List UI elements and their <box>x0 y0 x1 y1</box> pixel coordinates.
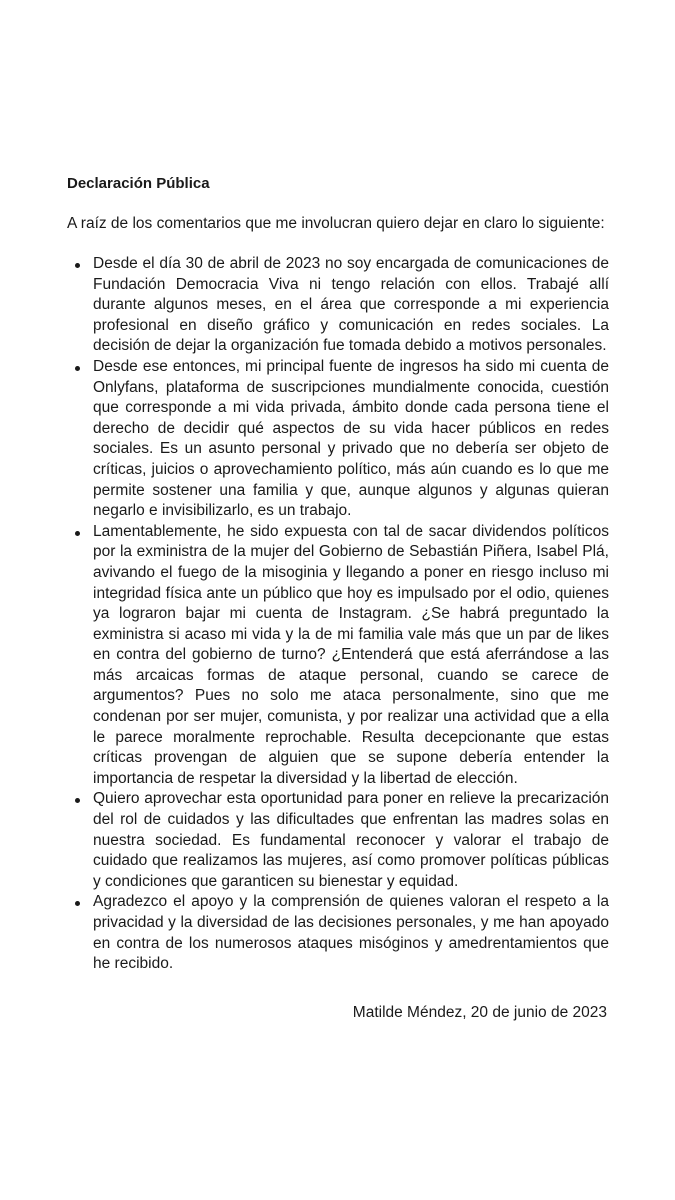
bullet-icon <box>75 901 80 906</box>
statement-text: Agradezco el apoyo y la comprensión de quienes valoran el respeto a la privacidad y la diversidad de las decisiones personales, y me han apoyado en contra de los numerosos ataques misóginos y amedrentamientos que he recibido. <box>93 893 609 973</box>
bullet-icon <box>75 263 80 268</box>
statement-item <box>93 892 609 974</box>
statement-item <box>93 357 609 522</box>
statement-text: Desde el día 30 de abril de 2023 no soy encargada de comunicaciones de Fundación Democracia Viva ni tengo relación con ellos. Trabajé allí durante algunos meses, en el área que corresponde a mi experiencia profesional en diseño gráfico y comunicación en redes sociales. La decisión de dejar la organización fue tomada debido a motivos personales. <box>93 255 609 355</box>
statement-text: Lamentablemente, he sido expuesta con tal de sacar dividendos políticos por la exministra de la mujer del Gobierno de Sebastián Piñera, Isabel Plá, avivando el fuego de la misoginia y llegando a poner en riesgo incluso mi integridad física ante un público que hoy es impulsado por el odio, quienes ya lograron bajar mi cuenta de Instagram. ¿Se habrá preguntado la exministra si acaso mi vida y la de mi familia vale más que un par de likes en contra del gobierno de turno? ¿Entenderá que está aferrándose a las más arcaicas formas de ataque personal, cuando se carece de argumentos? Pues no solo me ataca personalmente, sino que me condenan por ser mujer, comunista, y por realizar una actividad que a ella le parece moralmente reprochable. Resulta decepcionante que estas críticas provengan de alguien que se supone debería entender la importancia de respetar la diversidad y la libertad de elección. <box>93 522 609 787</box>
statement-item <box>93 254 609 357</box>
statement-list <box>93 254 609 975</box>
signature-line: Matilde Méndez, 20 de junio de 2023 <box>352 1004 607 1021</box>
statement-item <box>93 789 609 892</box>
document-title: Declaración Pública <box>67 175 210 192</box>
bullet-icon <box>75 798 80 803</box>
statement-text: Desde ese entonces, mi principal fuente de ingresos ha sido mi cuenta de Onlyfans, plataforma de suscripciones mundialmente conocida, cuestión que corresponde a mi vida privada, ámbito donde cada persona tiene el derecho de decidir qué aspectos de su vida hacer públicos en redes sociales. Es un asunto personal y privado que no debería ser objeto de críticas, juicios o aprovechamiento político, más aún cuando es lo que me permite sostener una familia y que, aunque algunos y algunas quieran negarlo e invisibilizarlo, es un trabajo. <box>93 357 609 520</box>
bullet-icon <box>75 531 80 536</box>
bullet-icon <box>75 366 80 371</box>
statement-text: Quiero aprovechar esta oportunidad para poner en relieve la precarización del rol de cuidados y las dificultades que enfrentan las madres solas en nuestra sociedad. Es fundamental reconocer y valorar el trabajo de cuidado que realizamos las mujeres, así como promover políticas públicas y condiciones que garanticen su bienestar y equidad. <box>93 790 609 890</box>
statement-item <box>93 522 609 790</box>
intro-paragraph: A raíz de los comentarios que me involucran quiero dejar en claro lo siguiente: <box>67 215 605 232</box>
